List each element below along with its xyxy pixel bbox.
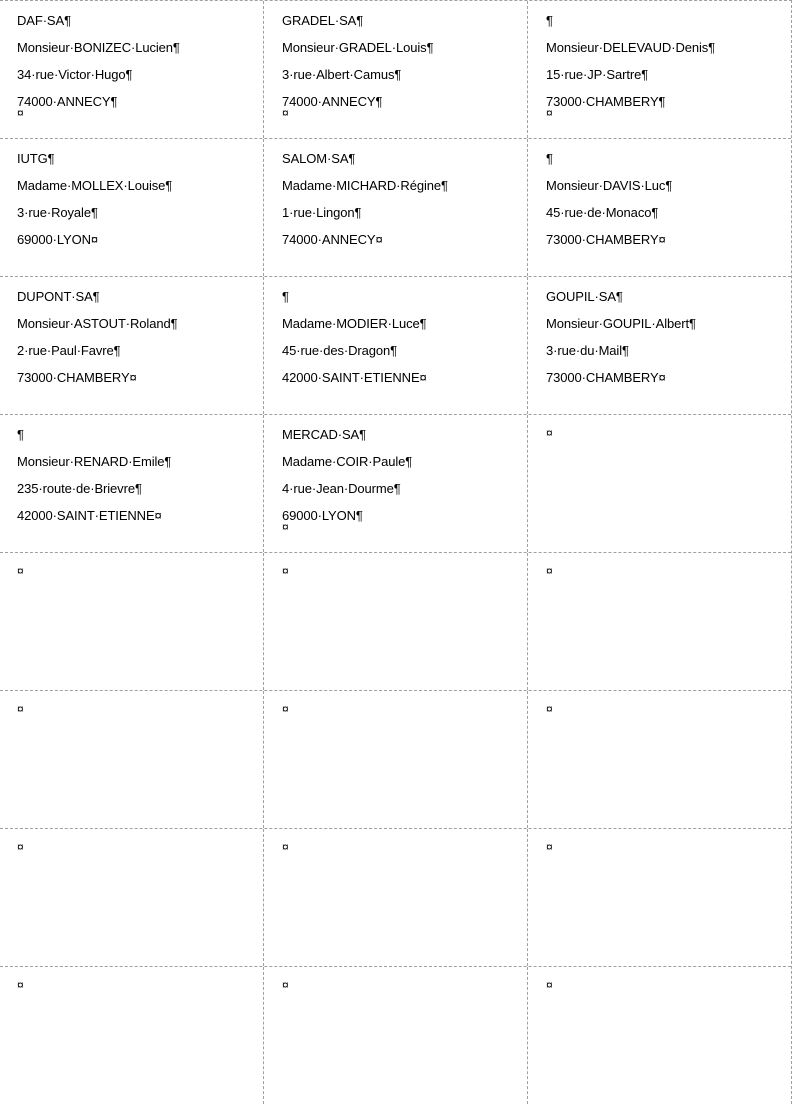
label-row xyxy=(0,553,791,691)
label-city: 73000·CHAMBERY¤ xyxy=(17,370,137,385)
label-city: 42000·SAINT·ETIENNE¤ xyxy=(282,370,427,385)
label-recipient: Monsieur·BONIZEC·Lucien¶ xyxy=(17,40,180,55)
label-street: 3·rue·Royale¶ xyxy=(17,205,98,220)
label-street: 1·rue·Lingon¶ xyxy=(282,205,362,220)
label-company: MERCAD·SA¶ xyxy=(282,427,366,442)
label-street: 45·rue·de·Monaco¶ xyxy=(546,205,659,220)
label-street: 3·rue·du·Mail¶ xyxy=(546,343,629,358)
label-recipient: Madame·COIR·Paule¶ xyxy=(282,454,413,469)
label-street: 235·route·de·Brievre¶ xyxy=(17,481,142,496)
address-label[interactable] xyxy=(528,1,791,138)
label-city: 74000·ANNECY¶ xyxy=(17,94,118,109)
label-recipient: Monsieur·RENARD·Emile¶ xyxy=(17,454,172,469)
label-company: SALOM·SA¶ xyxy=(282,151,356,166)
label-company: ¶ xyxy=(546,151,553,166)
cell-end-mark: ¤ xyxy=(546,564,553,578)
cell-end-mark: ¤ xyxy=(282,106,289,120)
address-label[interactable] xyxy=(0,967,264,1104)
address-label[interactable] xyxy=(264,829,528,966)
label-city: 73000·CHAMBERY¤ xyxy=(546,370,666,385)
label-street: 3·rue·Albert·Camus¶ xyxy=(282,67,402,82)
label-street: 4·rue·Jean·Dourme¶ xyxy=(282,481,401,496)
label-company: IUTG¶ xyxy=(17,151,55,166)
label-row xyxy=(0,1,791,139)
cell-end-mark: ¤ xyxy=(546,978,553,992)
address-label[interactable] xyxy=(528,415,791,552)
label-street: 45·rue·des·Dragon¶ xyxy=(282,343,398,358)
address-label[interactable] xyxy=(528,277,791,414)
cell-end-mark: ¤ xyxy=(282,978,289,992)
address-label[interactable] xyxy=(0,691,264,828)
cell-end-mark: ¤ xyxy=(17,564,24,578)
label-city: 73000·CHAMBERY¤ xyxy=(546,232,666,247)
label-recipient: Madame·MICHARD·Régine¶ xyxy=(282,178,448,193)
address-label[interactable] xyxy=(0,277,264,414)
label-company: GOUPIL·SA¶ xyxy=(546,289,623,304)
address-label[interactable] xyxy=(0,139,264,276)
cell-end-mark: ¤ xyxy=(17,702,24,716)
label-recipient: Madame·MODIER·Luce¶ xyxy=(282,316,427,331)
cell-end-mark: ¤ xyxy=(17,978,24,992)
address-label[interactable] xyxy=(0,829,264,966)
address-label[interactable] xyxy=(264,415,528,552)
cell-end-mark: ¤ xyxy=(17,840,24,854)
cell-end-mark: ¤ xyxy=(282,840,289,854)
cell-end-mark: ¤ xyxy=(546,106,553,120)
label-company: DUPONT·SA¶ xyxy=(17,289,100,304)
label-city: 69000·LYON¤ xyxy=(17,232,99,247)
label-company: ¶ xyxy=(546,13,553,28)
address-label[interactable] xyxy=(264,967,528,1104)
label-row xyxy=(0,691,791,829)
cell-end-mark: ¤ xyxy=(546,840,553,854)
label-recipient: Monsieur·GOUPIL·Albert¶ xyxy=(546,316,696,331)
label-recipient: Madame·MOLLEX·Louise¶ xyxy=(17,178,173,193)
label-row xyxy=(0,829,791,967)
label-row xyxy=(0,277,791,415)
label-row xyxy=(0,139,791,277)
address-label[interactable] xyxy=(0,553,264,690)
address-label[interactable] xyxy=(528,691,791,828)
label-street: 15·rue·JP·Sartre¶ xyxy=(546,67,649,82)
label-city: 74000·ANNECY¶ xyxy=(282,94,383,109)
cell-end-mark: ¤ xyxy=(282,702,289,716)
cell-end-mark: ¤ xyxy=(17,106,24,120)
label-row xyxy=(0,415,791,553)
label-street: 2·rue·Paul·Favre¶ xyxy=(17,343,121,358)
address-label[interactable] xyxy=(0,1,264,138)
label-recipient: Monsieur·ASTOUT·Roland¶ xyxy=(17,316,178,331)
cell-end-mark: ¤ xyxy=(282,520,289,534)
label-company: ¶ xyxy=(282,289,289,304)
address-label[interactable] xyxy=(264,1,528,138)
address-label[interactable] xyxy=(264,139,528,276)
label-recipient: Monsieur·DAVIS·Luc¶ xyxy=(546,178,673,193)
label-recipient: Monsieur·GRADEL·Louis¶ xyxy=(282,40,434,55)
cell-end-mark: ¤ xyxy=(282,564,289,578)
label-company: GRADEL·SA¶ xyxy=(282,13,364,28)
address-label[interactable] xyxy=(0,415,264,552)
address-label[interactable] xyxy=(528,829,791,966)
label-city: 73000·CHAMBERY¶ xyxy=(546,94,666,109)
address-label[interactable] xyxy=(264,277,528,414)
address-label[interactable] xyxy=(264,691,528,828)
label-city: 74000·ANNECY¤ xyxy=(282,232,383,247)
label-company: DAF·SA¶ xyxy=(17,13,71,28)
label-city: 69000·LYON¶ xyxy=(282,508,363,523)
label-row xyxy=(0,967,791,1104)
label-street: 34·rue·Victor·Hugo¶ xyxy=(17,67,133,82)
label-recipient: Monsieur·DELEVAUD·Denis¶ xyxy=(546,40,716,55)
label-city: 42000·SAINT·ETIENNE¤ xyxy=(17,508,162,523)
cell-end-mark: ¤ xyxy=(546,702,553,716)
label-company: ¶ xyxy=(17,427,24,442)
address-label[interactable] xyxy=(264,553,528,690)
address-label[interactable] xyxy=(528,139,791,276)
address-label[interactable] xyxy=(528,967,791,1104)
cell-end-mark: ¤ xyxy=(546,426,553,440)
address-label[interactable] xyxy=(528,553,791,690)
